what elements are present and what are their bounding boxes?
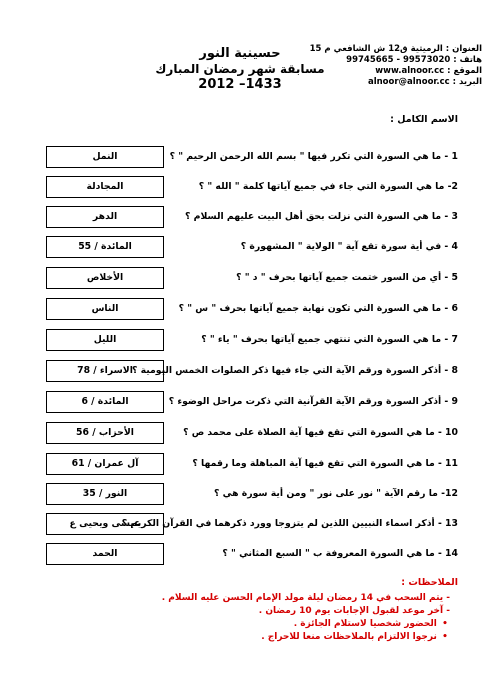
note-bullet: • bbox=[442, 619, 448, 629]
question-8: 8 - أذكر السورة ورقم الآية التي جاء فيها ذكر الصلوات الخمس اليومية ؟ bbox=[131, 365, 458, 376]
question-14: 14 - ما هي السورة المعروفة ب " السبع المثاني " ؟ bbox=[222, 548, 458, 559]
note-1-text: - يتم السحب في 14 رمضان ليلة مولد الإمام الحسن عليه السلام . bbox=[161, 593, 450, 603]
answer-box-11: آل عمران / 61 bbox=[46, 453, 164, 475]
address-line: العنوان : الرميثية ق12 ش الشافعي م 15 bbox=[309, 44, 482, 54]
question-1: 1 - ما هي السورة التي تكرر فيها " بسم الله الرحمن الرحيم " ؟ bbox=[169, 151, 458, 162]
answer-box-3: الدهر bbox=[46, 206, 164, 228]
answer-box-14: الحمد bbox=[46, 543, 164, 565]
website-line: الموقع : www.alnoor.cc bbox=[375, 66, 482, 76]
question-10: 10 - ما هي السورة التي تقع فيها آية الصلاة على محمد ص ؟ bbox=[183, 427, 458, 438]
competition-years: 1433– 2012 bbox=[198, 77, 282, 92]
answer-box-4: المائدة / 55 bbox=[46, 236, 164, 258]
answer-box-13: عيسى ويحيى ع bbox=[46, 513, 164, 535]
note-2 bbox=[150, 605, 450, 618]
competition-subtitle: مسابقة شهر رمضان المبارك bbox=[155, 62, 325, 76]
notes-title: الملاحظات : bbox=[401, 577, 458, 588]
note-1 bbox=[150, 592, 450, 605]
title-block bbox=[150, 46, 330, 93]
note-2-text: - آخر موعد لقبول الإجابات يوم 10 رمضان . bbox=[258, 606, 450, 616]
answer-box-12: النور / 35 bbox=[46, 483, 164, 505]
question-9: 9 - أذكر السورة ورقم الآية القرآنية التي ذكرت مراحل الوضوء ؟ bbox=[168, 396, 458, 407]
note-3 bbox=[150, 618, 450, 631]
email-line: البريد : alnoor@alnoor.cc bbox=[367, 77, 482, 87]
question-13: 13 - أذكر اسماء النبيين اللذين لم يتزوجا وورد ذكرهما في القرآن الكريم ؟ bbox=[121, 518, 458, 529]
question-11: 11 - ما هي السورة التي تقع فيها آية المباهلة وما رقمها ؟ bbox=[192, 458, 458, 469]
answer-box-1: النمل bbox=[46, 146, 164, 168]
note-3-text: الحضور شخصيا لاستلام الجائزة . bbox=[293, 619, 437, 629]
contact-info bbox=[309, 44, 482, 88]
full-name-label: الاسم الكامل : bbox=[390, 114, 458, 125]
question-5: 5 - أي من السور ختمت جميع آياتها بحرف " د " ؟ bbox=[236, 272, 458, 283]
answer-box-8: الاسراء / 78 bbox=[46, 360, 164, 382]
answer-box-7: الليل bbox=[46, 329, 164, 351]
question-6: 6 - ما هي السورة التي تكون نهاية جميع آياتها بحرف " س " ؟ bbox=[178, 303, 458, 314]
note-4-text: نرجوا الالتزام بالملاحظات منعا للاحراج . bbox=[261, 632, 437, 642]
question-3: 3 - ما هي السورة التي نزلت بحق أهل البيت عليهم السلام ؟ bbox=[185, 211, 458, 222]
question-7: 7 - ما هي السورة التي تنتهي جميع آياتها بحرف " ياء " ؟ bbox=[201, 334, 458, 345]
answer-box-6: الناس bbox=[46, 298, 164, 320]
question-2: 2- ما هي السورة التي جاء في جميع آياتها كلمة " الله " ؟ bbox=[198, 181, 458, 192]
answer-box-10: الأحزاب / 56 bbox=[46, 422, 164, 444]
answer-box-2: المجادلة bbox=[46, 176, 164, 198]
answer-box-5: الأخلاص bbox=[46, 267, 164, 289]
note-4 bbox=[150, 631, 450, 644]
note-bullet: • bbox=[442, 632, 448, 642]
phone-line: هاتف : 99573020 - 99745665 bbox=[346, 55, 482, 65]
question-4: 4 - في أية سورة تقع آية " الولاية " المشهورة ؟ bbox=[240, 241, 458, 252]
answer-box-9: المائدة / 6 bbox=[46, 391, 164, 413]
page-title: حسينية النور bbox=[199, 46, 281, 61]
question-12: 12- ما رقم الآية " نور على نور " ومن أية سورة هي ؟ bbox=[214, 488, 458, 499]
